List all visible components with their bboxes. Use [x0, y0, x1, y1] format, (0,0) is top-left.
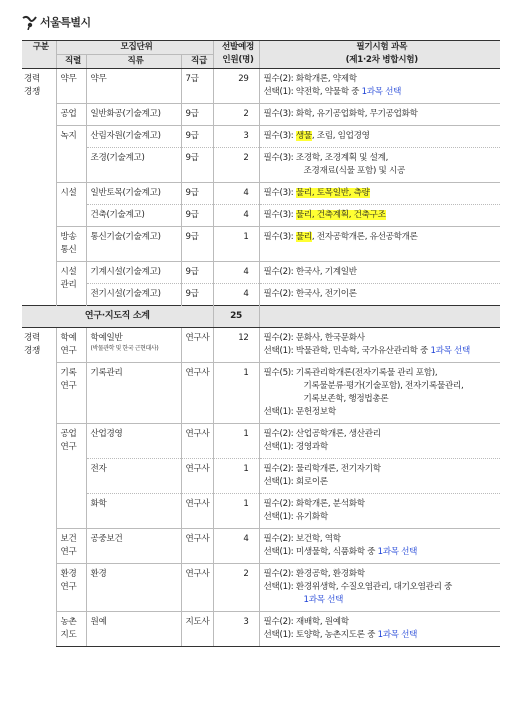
grade-cell: 연구사 [181, 564, 213, 612]
jikryu-cell: 일반토목(기술계고) [86, 183, 181, 205]
col-header-exam: 필기시험 과목 (제1·2차 병합시험) [259, 41, 500, 69]
seoul-emblem-icon [22, 14, 38, 30]
grade-cell: 연구사 [181, 328, 213, 363]
col-header-unit: 모집단위 [56, 41, 213, 55]
grade-cell: 9급 [181, 262, 213, 284]
jiknyeol-cell: 공업 연구 [56, 424, 86, 529]
count-cell: 4 [213, 284, 259, 306]
table-row [22, 284, 500, 306]
subjects-cell: 필수(3): 물리, 건축계획, 건축구조 [259, 205, 500, 227]
count-cell: 29 [213, 69, 259, 104]
jikryu-cell: 통신기술(기술계고) [86, 227, 181, 262]
grade-cell: 지도사 [181, 612, 213, 647]
jikryu-cell: 전기시설(기술계고) [86, 284, 181, 306]
jikryu-cell: 전자 [86, 459, 181, 494]
grade-cell: 9급 [181, 126, 213, 148]
table-row [22, 564, 500, 612]
col-header-jikgeup: 직급 [181, 55, 213, 69]
count-cell: 1 [213, 494, 259, 529]
subjects-cell: 필수(2): 화학개론, 약제학 선택(1): 약전학, 약물학 중 1과목 선택 [259, 69, 500, 104]
seoul-logo [22, 12, 91, 32]
subjects-cell: 필수(3): 물리, 토목일반, 측량 [259, 183, 500, 205]
jikryu-cell: 기록관리 [86, 363, 181, 424]
grade-cell: 9급 [181, 104, 213, 126]
col-header-gubun: 구분 [22, 41, 56, 69]
jikryu-cell: 약무 [86, 69, 181, 104]
count-cell: 2 [213, 104, 259, 126]
subjects-cell: 필수(2): 재배학, 원예학 선택(1): 토양학, 농촌지도론 중 1과목 선택 [259, 612, 500, 647]
grade-cell: 연구사 [181, 424, 213, 459]
count-cell: 3 [213, 126, 259, 148]
count-cell: 1 [213, 363, 259, 424]
table-row [22, 69, 500, 104]
jiknyeol-cell: 보건 연구 [56, 529, 86, 564]
count-cell: 1 [213, 459, 259, 494]
count-cell: 1 [213, 424, 259, 459]
subjects-cell: 필수(2): 산업공학개론, 생산관리 선택(1): 경영과학 [259, 424, 500, 459]
subjects-cell: 필수(3): 생물, 조림, 임업경영 [259, 126, 500, 148]
count-cell: 2 [213, 564, 259, 612]
jikryu-cell: 학예일반 (박물관학 및 한국 근현대사) [86, 328, 181, 363]
grade-cell: 연구사 [181, 494, 213, 529]
subjects-cell: 필수(2): 한국사, 전기이론 [259, 284, 500, 306]
count-cell: 2 [213, 148, 259, 183]
table-row [22, 104, 500, 126]
jiknyeol-cell: 학예 연구 [56, 328, 86, 363]
jiknyeol-cell: 환경 연구 [56, 564, 86, 612]
table-row [22, 363, 500, 424]
jikryu-cell: 산림자원(기술계고) [86, 126, 181, 148]
jikryu-cell: 공중보건 [86, 529, 181, 564]
jikryu-cell: 조경(기술계고) [86, 148, 181, 183]
category-cell: 경력 경쟁 [24, 74, 41, 97]
subtotal-count: 25 [213, 306, 259, 328]
table-row [22, 262, 500, 284]
table-row [22, 459, 500, 494]
category-cell: 경력 경쟁 [24, 333, 41, 356]
subjects-cell: 필수(2): 환경공학, 환경화학 선택(1): 환경위생학, 수질오염관리, 대기오염관리 중 1과목 선택 [259, 564, 500, 612]
jiknyeol-cell: 농촌 지도 [56, 612, 86, 647]
jikryu-cell: 건축(기술계고) [86, 205, 181, 227]
subjects-cell: 필수(2): 한국사, 기계일반 [259, 262, 500, 284]
jiknyeol-cell: 공업 [56, 104, 86, 126]
grade-cell: 연구사 [181, 459, 213, 494]
jiknyeol-cell: 약무 [56, 69, 86, 104]
table-row [22, 529, 500, 564]
table-row [22, 183, 500, 205]
subjects-cell: 필수(5): 기록관리학개론(전자기록물 관리 포함), 기록물분류·평가(기술포함), 전자기록물관리, 기록보존학, 행정법총론 선택(1): 문헌정보학 [259, 363, 500, 424]
subjects-cell: 필수(3): 화학, 유기공업화학, 무기공업화학 [259, 104, 500, 126]
grade-cell: 9급 [181, 284, 213, 306]
col-header-jikryu: 직류 [86, 55, 181, 69]
jiknyeol-cell: 시설 [56, 183, 86, 227]
count-cell: 3 [213, 612, 259, 647]
table-row [22, 424, 500, 459]
jiknyeol-cell: 기록 연구 [56, 363, 86, 424]
grade-cell: 9급 [181, 227, 213, 262]
subtotal-row [22, 306, 500, 328]
table-row [22, 126, 500, 148]
jikryu-cell: 일반화공(기술계고) [86, 104, 181, 126]
recruitment-table [22, 40, 500, 647]
jikryu-cell: 기계시설(기술계고) [86, 262, 181, 284]
count-cell: 4 [213, 183, 259, 205]
subjects-cell: 필수(2): 문화사, 한국문화사 선택(1): 박물관학, 민속학, 국가유산관리학 중 1과목 선택 [259, 328, 500, 363]
grade-cell: 9급 [181, 183, 213, 205]
table-row [22, 205, 500, 227]
table-row [22, 328, 500, 363]
subjects-cell: 필수(2): 물리학개론, 전기자기학 선택(1): 회로이론 [259, 459, 500, 494]
jiknyeol-cell: 녹지 [56, 126, 86, 183]
count-cell: 4 [213, 529, 259, 564]
jikryu-cell: 환경 [86, 564, 181, 612]
jikryu-cell: 원예 [86, 612, 181, 647]
subjects-cell: 필수(2): 화학개론, 분석화학 선택(1): 유기화학 [259, 494, 500, 529]
table-row [22, 148, 500, 183]
jikryu-cell: 화학 [86, 494, 181, 529]
table-row [22, 612, 500, 647]
count-cell: 4 [213, 205, 259, 227]
subjects-cell: 필수(3): 물리, 전자공학개론, 유선공학개론 [259, 227, 500, 262]
subtotal-label: 연구·지도직 소계 [22, 306, 213, 328]
grade-cell: 9급 [181, 205, 213, 227]
col-header-jiknyeol: 직렬 [56, 55, 86, 69]
grade-cell: 9급 [181, 148, 213, 183]
table-row [22, 494, 500, 529]
subjects-cell: 필수(2): 보건학, 역학 선택(1): 미생물학, 식품화학 중 1과목 선택 [259, 529, 500, 564]
grade-cell: 연구사 [181, 363, 213, 424]
count-cell: 1 [213, 227, 259, 262]
table-row [22, 227, 500, 262]
jiknyeol-cell: 시설 관리 [56, 262, 86, 306]
subjects-cell: 필수(3): 조경학, 조경계획 및 설계, 조경재료(식물 포함) 및 시공 [259, 148, 500, 183]
grade-cell: 7급 [181, 69, 213, 104]
col-header-seonbal: 선발예정 인원(명) [213, 41, 259, 69]
jikryu-cell: 산업경영 [86, 424, 181, 459]
jiknyeol-cell: 방송 통신 [56, 227, 86, 262]
count-cell: 12 [213, 328, 259, 363]
count-cell: 4 [213, 262, 259, 284]
org-name: 서울특별시 [40, 16, 91, 29]
grade-cell: 연구사 [181, 529, 213, 564]
